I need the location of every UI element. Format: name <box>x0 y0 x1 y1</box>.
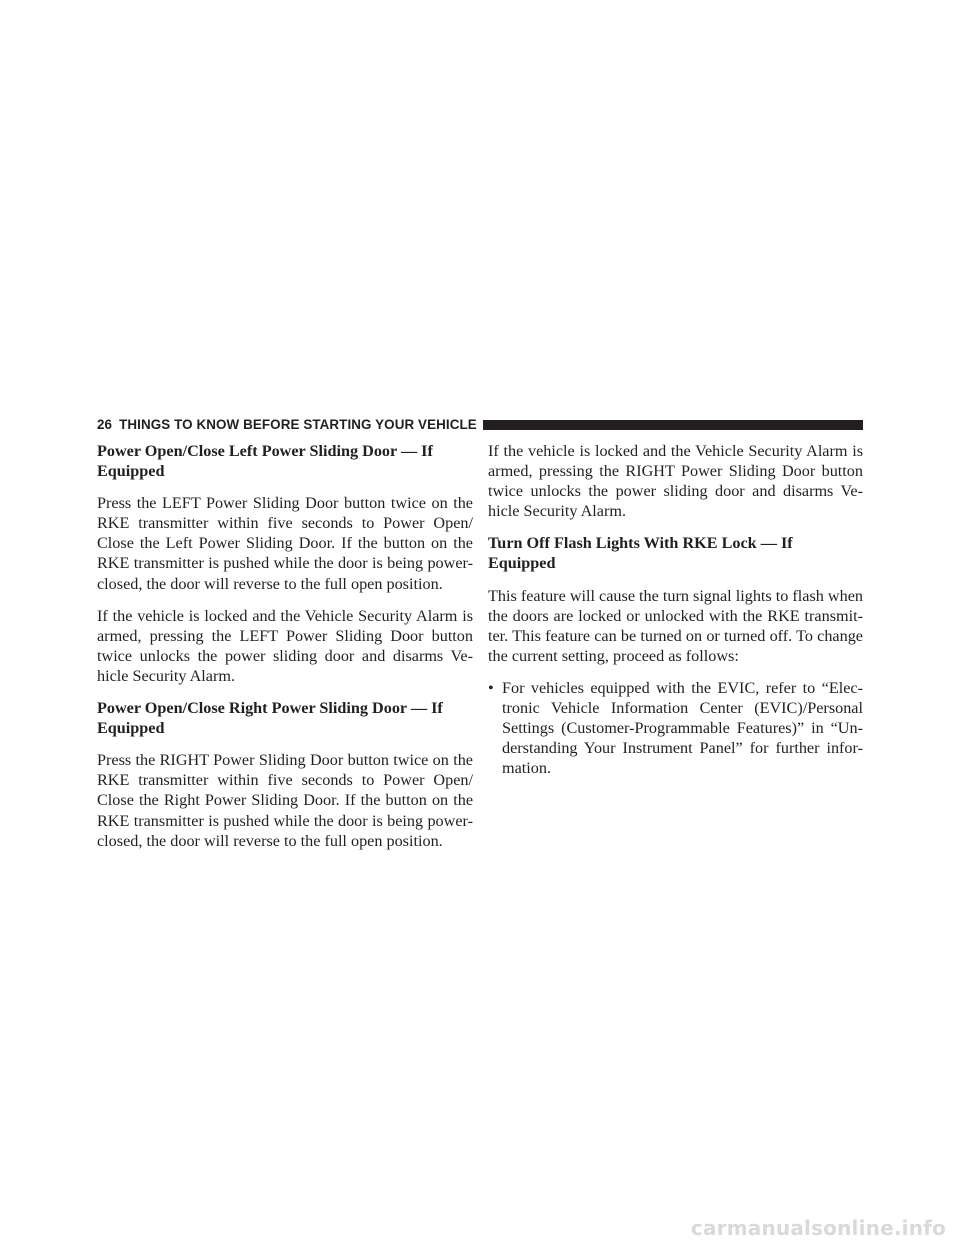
left-column <box>97 441 473 863</box>
heading-left-door: Power Open/Close Left Power Sliding Door — If Equipped <box>97 442 433 481</box>
paragraph-left-door-operation: Press the LEFT Power Sliding Door button twice on the RKE transmitter within five seconds to Power Open/ Close the Left Power Sliding Door. If the button on the RKE transmitter is pushed while the door is being power-closed, the door will reverse to the full open position. <box>97 494 473 593</box>
page-number: 26 <box>97 417 113 432</box>
watermark: carmanualsonline.info <box>690 1216 946 1240</box>
bullet-item-evic <box>488 678 863 778</box>
header-rule <box>483 420 863 430</box>
heading-flash-lights: Turn Off Flash Lights With RKE Lock — If Equipped <box>488 534 793 573</box>
paragraph-right-door-alarm: If the vehicle is locked and the Vehicle Security Alarm is armed, pressing the RIGHT Power Sliding Door button twice unlocks the power sliding door and disarms Ve-hicle Security Alarm. <box>488 442 863 521</box>
page-header <box>97 418 863 432</box>
heading-right-door: Power Open/Close Right Power Sliding Door — If Equipped <box>97 699 443 738</box>
paragraph-right-door-operation: Press the RIGHT Power Sliding Door button twice on the RKE transmitter within five seconds to Power Open/ Close the Right Power Sliding Door. If the button on the RKE transmitter is pushed while the door is being power-closed, the door will reverse to the full open position. <box>97 751 473 850</box>
paragraph-left-door-alarm: If the vehicle is locked and the Vehicle Security Alarm is armed, pressing the LEFT Power Sliding Door button twice unlocks the power sliding door and disarms Ve-hicle Security Alarm. <box>97 606 473 685</box>
right-column <box>488 441 863 778</box>
paragraph-flash-lights: This feature will cause the turn signal lights to flash when the doors are locked or unlocked with the RKE transmit-ter. This feature can be turned on or turned off. To change the current setting, proceed as follows: <box>488 586 863 665</box>
section-title: THINGS TO KNOW BEFORE STARTING YOUR VEHICLE <box>119 417 477 432</box>
bullet-text: For vehicles equipped with the EVIC, refer to “Elec-tronic Vehicle Information Center (EVIC)/Personal Settings (Customer-Programmable Features)” in “Un-derstanding Your Instrument Panel” for further infor-mation. <box>502 678 863 778</box>
bullet-icon: • <box>488 678 494 697</box>
